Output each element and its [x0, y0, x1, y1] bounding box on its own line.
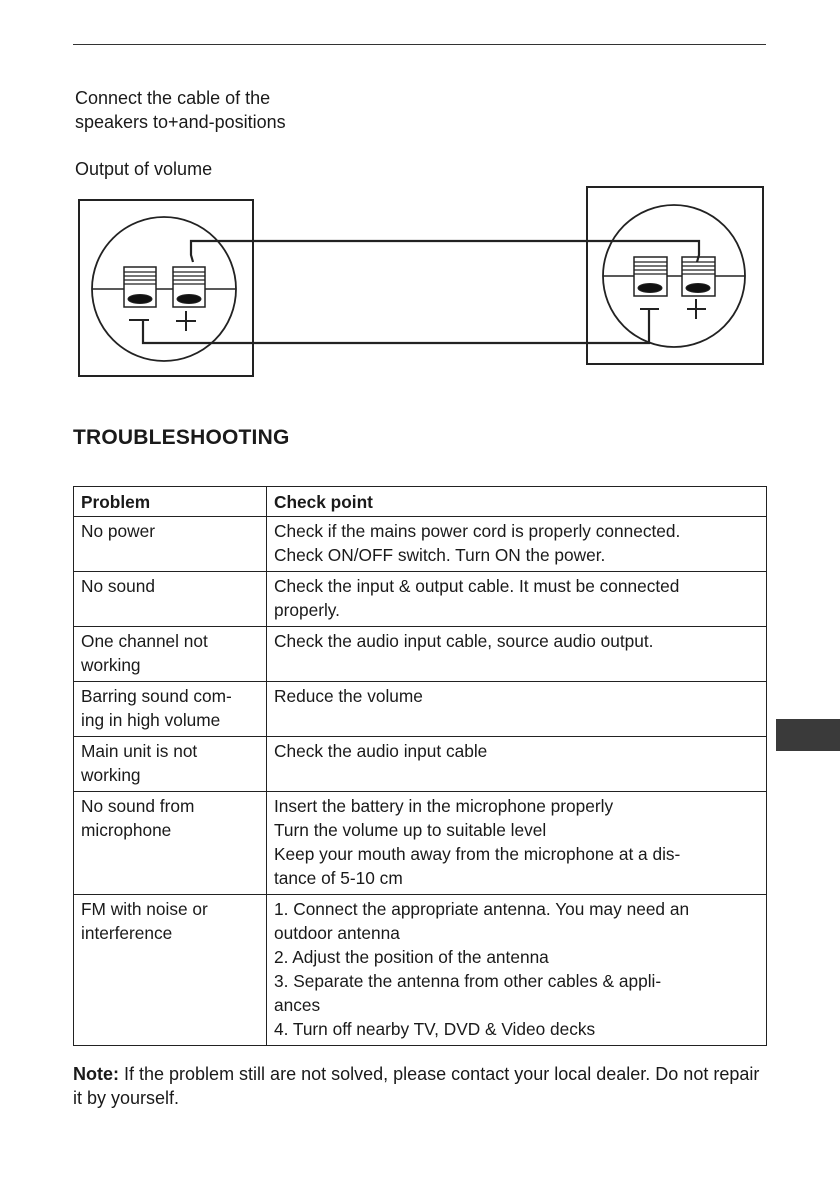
problem-cell — [74, 792, 267, 895]
check-cell — [267, 517, 767, 572]
problem-cell — [74, 517, 267, 572]
intro-line-2: speakers to+and-positions — [75, 112, 286, 132]
top-rule — [73, 44, 766, 45]
cell-line: FM with noise or — [81, 899, 208, 919]
cell-line: ing in high volume — [81, 710, 221, 730]
cell-line: Keep your mouth away from the microphone at a dis- — [274, 844, 681, 864]
table-row — [74, 682, 767, 737]
cell-line: 4. Turn off nearby TV, DVD & Video decks — [274, 1019, 596, 1039]
table-row — [74, 572, 767, 627]
cell-line: working — [81, 765, 141, 785]
speaker-cable — [143, 241, 699, 343]
amplifier-terminal — [79, 200, 253, 376]
intro-line-1: Connect the cable of the — [75, 88, 271, 108]
check-cell — [267, 792, 767, 895]
section-heading: TROUBLESHOOTING — [73, 426, 290, 449]
column-header-problem: Problem — [74, 487, 267, 517]
speaker-terminal-negative — [634, 257, 667, 296]
cell-line: Check the input & output cable. It must be connected — [274, 576, 680, 596]
cell-line: properly. — [274, 600, 340, 620]
check-cell — [267, 895, 767, 1046]
cell-line: Check if the mains power cord is properly connected. — [274, 521, 681, 541]
table-row — [74, 517, 767, 572]
cell-line: No sound — [81, 576, 155, 596]
section-tab-marker — [776, 719, 840, 751]
note-text: If the problem still are not solved, please contact your local dealer. Do not repair it by yourself. — [73, 1064, 760, 1108]
problem-cell — [74, 737, 267, 792]
cell-line: 1. Connect the appropriate antenna. You may need an — [274, 899, 690, 919]
cell-line: Check the audio input cable — [274, 741, 488, 761]
cell-line: Check the audio input cable, source audio output. — [274, 631, 654, 651]
check-cell — [267, 682, 767, 737]
output-label: Output of volume — [75, 159, 213, 179]
cell-line: microphone — [81, 820, 172, 840]
speaker-terminal-positive — [682, 257, 715, 296]
cell-line: Reduce the volume — [274, 686, 423, 706]
connection-instructions — [75, 86, 286, 134]
table-header-row — [74, 487, 767, 517]
cell-line: 2. Adjust the position of the antenna — [274, 947, 549, 967]
cell-line: One channel not — [81, 631, 208, 651]
column-header-check-point: Check point — [267, 487, 767, 517]
cell-line: No power — [81, 521, 155, 541]
note-label: Note: — [73, 1064, 119, 1084]
problem-cell — [74, 682, 267, 737]
problem-cell — [74, 895, 267, 1046]
cell-line: ances — [274, 995, 321, 1015]
cell-line: Insert the battery in the microphone properly — [274, 796, 614, 816]
check-cell — [267, 627, 767, 682]
cell-line: Barring sound com- — [81, 686, 232, 706]
problem-cell — [74, 572, 267, 627]
troubleshooting-table — [73, 486, 767, 1046]
table-row — [74, 792, 767, 895]
cell-line: working — [81, 655, 141, 675]
cell-line: Main unit is not — [81, 741, 198, 761]
cell-line: 3. Separate the antenna from other cables & appli- — [274, 971, 662, 991]
cell-line: interference — [81, 923, 173, 943]
check-cell — [267, 737, 767, 792]
speaker-wiring-diagram — [0, 180, 840, 390]
speaker-terminal — [587, 187, 763, 364]
table-row — [74, 737, 767, 792]
check-cell — [267, 572, 767, 627]
terminal-positive — [173, 267, 205, 307]
table-row — [74, 627, 767, 682]
cell-line: tance of 5-10 cm — [274, 868, 403, 888]
note-paragraph — [73, 1062, 773, 1110]
terminal-negative — [124, 267, 156, 307]
cell-line: Check ON/OFF switch. Turn ON the power. — [274, 545, 606, 565]
cell-line: Turn the volume up to suitable level — [274, 820, 547, 840]
cell-line: outdoor antenna — [274, 923, 400, 943]
problem-cell — [74, 627, 267, 682]
cell-line: No sound from — [81, 796, 195, 816]
table-row — [74, 895, 767, 1046]
